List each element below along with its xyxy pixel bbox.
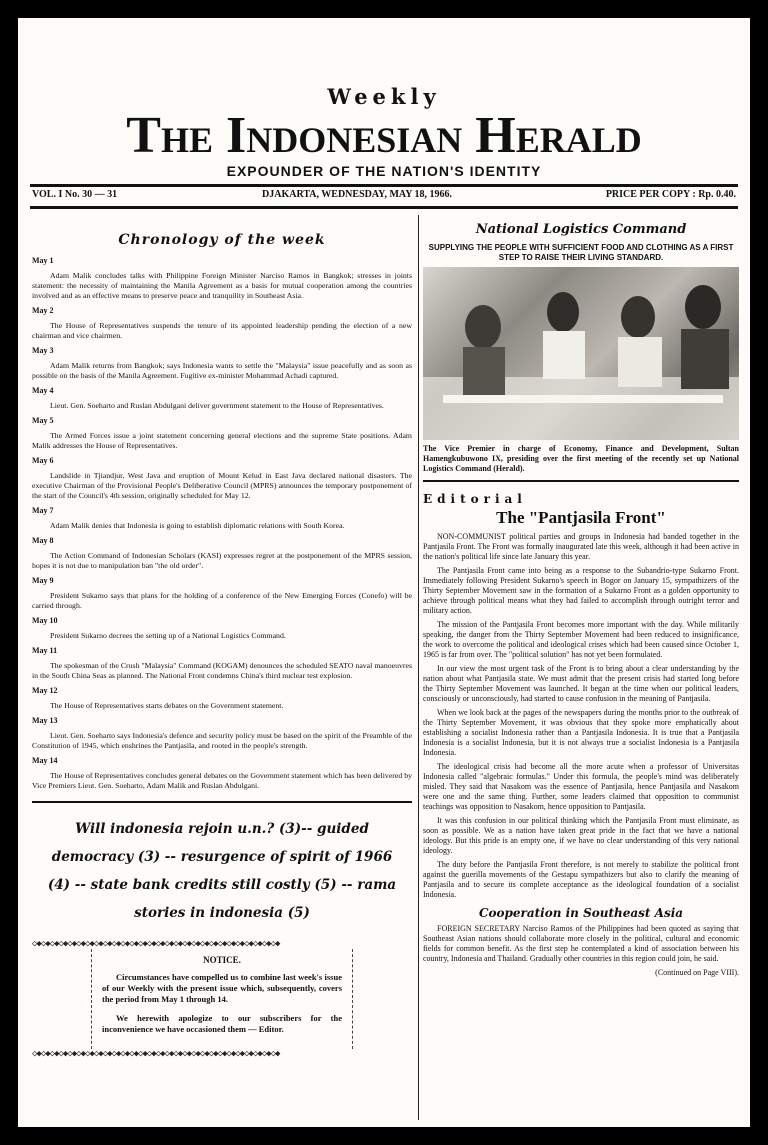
chronology-entry (32, 616, 412, 641)
chronology-entry (32, 256, 412, 301)
chronology-date: May 11 (32, 646, 58, 655)
chronology-text: Lieut. Gen. Soeharto and Ruslan Abdulgani deliver government statement to the House of Representatives. (50, 401, 384, 410)
decorative-border: ◇◆◇◆◇◆◇◆◇◆◇◆◇◆◇◆◇◆◇◆◇◆◇◆◇◆◇◆◇◆◇◆◇◆◇◆◇◆◇◆◇◆◇◆◇◆◇◆◇◆◇◆◇◆◇◆ (32, 939, 280, 949)
chronology-text: The House of Representatives concludes general debates on the Government statement which has been delivered by Vice Premiers Lieut. Gen. Soeharto, Adam Malik and Ruslan Abdulgani. (32, 771, 412, 790)
section-rule (423, 480, 739, 482)
notice-paragraph-2: We herewith apologize to our subscribers for the inconvenience we have occasioned them — Editor. (102, 1013, 342, 1034)
chronology-date: May 4 (32, 386, 54, 395)
chronology-entry (32, 386, 412, 411)
chronology-date: May 9 (32, 576, 54, 585)
chronology-date: May 8 (32, 536, 54, 545)
chronology-text: The spokesman of the Crush "Malaysia" Command (KOGAM) denounces the scheduled SEATO naval manoeuvres in the South China Seas as planned. The National Front condemns China's third nuclear test explosion. (32, 661, 412, 680)
chronology-list (32, 256, 412, 791)
masthead-subtitle: EXPOUNDER OF THE NATION'S IDENTITY (226, 163, 542, 179)
chronology-text: The Armed Forces issue a joint statement concerning general elections and the supreme State positions. Adam Malik addresses the House of Representatives. (32, 431, 412, 450)
chronology-entry (32, 716, 412, 751)
editorial-paragraph: When we look back at the pages of the newspapers during the months prior to the outbreak of the Thirty September Movement, it was obvious that they spoke more emphatically about establishing a socialist Indonesia rather than a Pantjasila Indonesia. It is true that a Pantjasila Indonesia is a socialist Indonesia, but it is not always true a socialist Indonesia is a Pantjasila Indonesia. (423, 708, 739, 757)
column-divider (418, 215, 419, 1120)
chronology-text: Adam Malik returns from Bangkok; says Indonesia wants to settle the "Malaysia" issue peacefully and as soon as possible on the basis of the Manila Agreement. Fugitive ex-minister Mohammad Achadi captured. (32, 361, 412, 380)
chronology-title: Chronology of the week (118, 232, 326, 248)
chronology-entry (32, 306, 412, 341)
chronology-date: May 13 (32, 716, 58, 725)
chronology-text: President Sukarno says that plans for the holding of a conference of the New Emerging Forces (Conefo) will be carried through. (32, 591, 412, 610)
notice-box (91, 949, 353, 1049)
logistics-subtitle: SUPPLYING THE PEOPLE WITH SUFFICIENT FOOD AND CLOTHING AS A FIRST STEP TO RAISE THEIR LIVING STANDARD. (428, 243, 734, 262)
dateline (32, 189, 736, 203)
editorial-paragraph: The ideological crisis had become all the more acute when a professor of Universitas Indonesia called "algebraic formulas." Under this formula, the people's mind was deliberately misled. They said that Nasakom was the essence of Pantjasila, hence Pantjasila and Nasakom were one and the same thing. Further, some leaders claimed that opposition to communist teachings was opposition to Nasakom, hence opposition to Pantjasila. (423, 762, 739, 811)
chronology-date: May 12 (32, 686, 58, 695)
meeting-photo (423, 267, 739, 440)
chronology-date: May 2 (32, 306, 54, 315)
chronology-text: Adam Malik concludes talks with Philippine Foreign Minister Narciso Ramos in Bangkok; stresses in joints statement: the necessity of maintaining the Manila Agreement as a basis for mutual cooperation among the countries involved and as an effective means to preserve peace and tranquility in Southeast Asia. (32, 271, 412, 300)
notice-paragraph-1: Circumstances have compelled us to combine last week's issue of our Weekly with the present issue which, subsequently, covers the period from May 1 through 14. (102, 972, 342, 1004)
editorial-title: The "Pantjasila Front" (496, 508, 666, 527)
chronology-entry (32, 506, 412, 531)
right-column (423, 218, 739, 1123)
chronology-date: May 14 (32, 756, 58, 765)
cooperation-text: FOREIGN SECRETARY Narciso Ramos of the Philippines had been quoted as saying that Southeast Asian nations should collaborate more closely in the political, cultural and economic fields for common benefit. As the first step he contemplated a kind of association between his country, Indonesia and Thailand. Gradually other countries in this region could join, he said. (423, 924, 739, 963)
chronology-entry (32, 536, 412, 571)
editorial-paragraph: It was this confusion in our political thinking which the Pantjasila Front must eliminate, as soon as possible. We as a nation have taken great pride in the fact that we have a national ideology. But this pride is an empty one, if we have no clear understanding of this very national ideology. (423, 816, 739, 855)
editorial-paragraph: The mission of the Pantjasila Front becomes more important with the day. While militarily speaking, the danger from the Thirty September Movement had been reduced to insignificance, the work to overcome the political and ideological crises which had been caused since October 1, 1965 is far from over. The "political solution" has not yet been formulated. (423, 620, 739, 659)
logistics-title: National Logistics Command (475, 222, 687, 237)
chronology-date: May 5 (32, 416, 54, 425)
chronology-text: The House of Representatives starts debates on the Government statement. (50, 701, 284, 710)
editorial-body (423, 532, 739, 900)
decorative-border-bottom: ◇◆◇◆◇◆◇◆◇◆◇◆◇◆◇◆◇◆◇◆◇◆◇◆◇◆◇◆◇◆◇◆◇◆◇◆◇◆◇◆◇◆◇◆◇◆◇◆◇◆◇◆◇◆◇◆ (32, 1049, 280, 1059)
chronology-date: May 3 (32, 346, 54, 355)
masthead-rule-top (30, 184, 738, 187)
chronology-entry (32, 686, 412, 711)
chronology-text: President Sukarno decrees the setting up of a National Logistics Command. (50, 631, 286, 640)
newspaper-page (18, 18, 750, 1127)
notice-heading: NOTICE. (203, 955, 241, 965)
editorial-tag: Editorial (423, 492, 527, 506)
masthead-rule-bottom (30, 206, 738, 209)
editorial-paragraph: NON-COMMUNIST political parties and groups in Indonesia had banded together in the Pantjasila Front. The Front was formally inaugurated late this week, although it had been active in the nation's political life since late January this year. (423, 532, 739, 561)
chronology-entry (32, 346, 412, 381)
chronology-text: The House of Representatives suspends the tenure of its appointed leadership pending the election of a new chairman and vice chairmen. (32, 321, 412, 340)
chronology-text: Landslide in Tjiandjur, West Java and eruption of Mount Kelud in East Java declared national disasters. The executive Chairman of the Provisional People's Deliberative Council (MPRS) announces the temporary postponement of the start of the Council's 4th session, originally scheduled for May 12. (32, 471, 412, 500)
chronology-entry (32, 416, 412, 451)
chronology-entry (32, 756, 412, 791)
cooperation-title: Cooperation in Southeast Asia (478, 906, 684, 920)
chronology-text: The Action Command of Indonesian Scholars (KASI) expresses regret at the postponement of the MPRS session, hopes it is not due to manipulation ban "the old order". (32, 551, 412, 570)
price-per-copy: PRICE PER COPY : Rp. 0.40. (605, 189, 736, 200)
chronology-entry (32, 576, 412, 611)
issue-date: DJAKARTA, WEDNESDAY, MAY 18, 1966. (262, 189, 453, 200)
left-column (32, 218, 412, 1123)
editorial-paragraph: In our view the most urgent task of the Front is to bring about a clear understanding by the nation about what Pantjasila state. We must admit that the present crisis had started long before the Thirty September Movement was launched. It began at the time when our political leaders, consciously or unconsciously, had started to cause confusion in the meaning of Pantjasila. (423, 664, 739, 703)
chronology-date: May 7 (32, 506, 54, 515)
masthead-title: The Indonesian Herald (126, 107, 642, 164)
editorial-paragraph: The Pantjasila Front came into being as a response to the Subandrio-type Sukarno Front. Immediately following President Sukarno's speech in Bogor on January 15, sympathizers of the Thirty September Movement saw in the formation of a Sukarno Front as a golden opportunity to achieve through political means what they had failed to accomplish through outright terror and military action. (423, 566, 739, 615)
photo-caption: The Vice Premier in charge of Economy, Finance and Development, Sultan Hamengkubuwono IX, presiding over the first meeting of the recently set up National Logistics Command (Herald). (423, 444, 739, 473)
chronology-entry (32, 456, 412, 501)
chronology-date: May 1 (32, 256, 54, 265)
chronology-text: Adam Malik denies that Indonesia is going to establish diplomatic relations with South Korea. (50, 521, 345, 530)
chronology-bottom-rule (32, 801, 412, 803)
continued-note: (Continued on Page VIII). (655, 968, 739, 977)
chronology-entry (32, 646, 412, 681)
masthead-weekly: Weekly (327, 84, 441, 109)
chronology-text: Lieut. Gen. Soeharto says Indonesia's defence and security policy must be based on the spirit of the Preamble of the Constitution of 1945, which enshrines the Pantjasila, and rooted in the people's strength. (32, 731, 412, 750)
editorial-paragraph: The duty before the Pantjasila Front therefore, is not merely to stabilize the political front against the guerilla movements of the Gestapu sympathizers but also to clarify the meaning of Pantjasila and to secure its complete acceptance as the ideological foundation of a socialist Indonesia. (423, 860, 739, 899)
volume-number: VOL. I No. 30 — 31 (32, 189, 118, 200)
chronology-date: May 10 (32, 616, 58, 625)
chronology-date: May 6 (32, 456, 54, 465)
headline-teaser: Will indonesia rejoin u.n.? (3)-- guided democracy (3) -- resurgence of spirit of 1966 (4) -- state bank credits still costly (5) -- rama stories in indonesia (5) (47, 821, 397, 921)
